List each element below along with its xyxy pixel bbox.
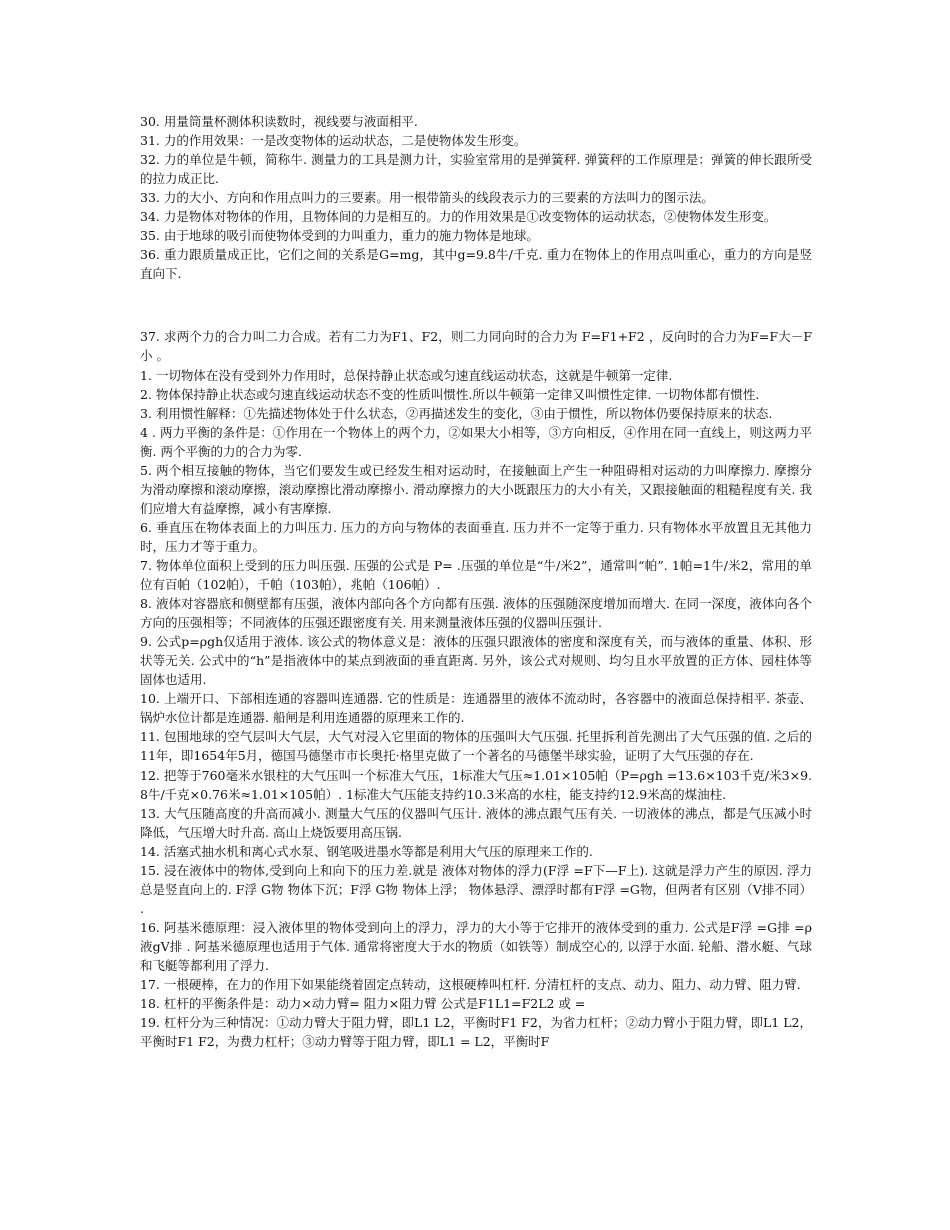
paragraph: 14. 活塞式抽水机和离心式水泵、钢笔吸进墨水等都是利用大气压的原理来工作的.: [140, 843, 593, 859]
paragraph: 13. 大气压随高度的升高而减小. 测量大气压的仪器叫气压计. 液体的沸点跟气压有关. 一切液体的沸点，都是气压减小时降低，气压增大时升高. 高山上烧饭要用高压锅.: [140, 805, 812, 840]
paragraph: 5. 两个相互接触的物体，当它们要发生或已经发生相对运动时，在接触面上产生一种阻碍相对运动的力叫摩擦力. 摩擦分为滑动摩擦和滚动摩擦，滚动摩擦比滑动摩擦小. 滑动摩擦力的大小既跟压力的大小有关，又跟接触面的粗糙程度有关. 我们应增大有益摩擦，减小有害摩擦.: [140, 462, 812, 516]
paragraph: 9. 公式p=ρgh仅适用于液体. 该公式的物体意义是：液体的压强只跟液体的密度和深度有关，而与液体的重量、体积、形状等无关. 公式中的“h”是指液体中的某点到液面的垂直距离. 另外，该公式对规则、均匀且水平放置的正方体、园柱体等固体也适用.: [140, 634, 812, 688]
document-body: [140, 112, 812, 1051]
paragraph: 18. 杠杆的平衡条件是：动力×动力臂= 阻力×阻力臂 公式是F1L1=F2L2 或 =: [140, 996, 586, 1012]
paragraph: 12. 把等于760毫米水银柱的大气压叫一个标准大气压，1标准大气压≈1.01×105帕（P=ρgh =13.6×103千克/米3×9.8牛/千克×0.76米≈1.01×105帕）. 1标准大气压能支持约10.3米高的水柱，能支持约12.9米高的煤油柱.: [140, 767, 812, 802]
paragraph: 4 . 两力平衡的条件是：①作用在一个物体上的两个力，②如果大小相等，③方向相反，④作用在同一直线上，则这两力平衡. 两个平衡的力的合力为零.: [140, 424, 812, 459]
paragraph: 2. 物体保持静止状态或匀速直线运动状态不变的性质叫惯性.所以牛顿第一定律又叫惯性定律. 一切物体都有惯性.: [140, 386, 760, 402]
paragraph: 7. 物体单位面积上受到的压力叫压强. 压强的公式是 P= .压强的单位是“牛/米2”，通常叫“帕”. 1帕=1牛/米2，常用的单位有百帕（102帕），千帕（103帕），兆帕（106帕）.: [140, 557, 812, 593]
paragraph: 11. 包围地球的空气层叫大气层，大气对浸入它里面的物体的压强叫大气压强. 托里拆利首先测出了大气压强的值. 之后的11年，即1654年5月，德国马德堡市市长奥托·格里克做了一个著名的马德堡半球实验，证明了大气压强的存在.: [140, 729, 812, 764]
paragraph: 35. 由于地球的吸引而使物体受到的力叫重力，重力的施力物体是地球。: [140, 228, 539, 244]
paragraph: 15. 浸在液体中的物体,受到向上和向下的压力差.就是 液体对物体的浮力(F浮 =F下—F上). 这就是浮力产生的原因. 浮力总是竖直向上的. F浮 G物 物体下沉；F浮 G物 物体上浮； 物体悬浮、漂浮时都有F浮 =G物，但两者有区别（V排不同） .: [140, 862, 812, 916]
paragraph: 37. 求两个力的合力叫二力合成。若有二力为F1、F2，则二力同向时的合力为 F=F1+F2 ，反向时的合力为F=F大－F小 。: [140, 329, 812, 364]
paragraph: 34. 力是物体对物体的作用，且物体间的力是相互的。力的作用效果是①改变物体的运动状态，②使物体发生形变。: [140, 209, 777, 225]
paragraph: 32. 力的单位是牛顿，简称牛. 测量力的工具是测力计，实验室常用的是弹簧秤. 弹簧秤的工作原理是：弹簧的伸长跟所受的拉力成正比.: [140, 152, 812, 187]
paragraph: 19. 杠杆分为三种情况：①动力臂大于阻力臂，即L1 L2，平衡时F1 F2，为省力杠杆；②动力臂小于阻力臂，即L1 L2，平衡时F1 F2，为费力杠杆；③动力臂等于阻力臂，即L1 = L2，平衡时F: [140, 1015, 812, 1050]
paragraph: 8. 液体对容器底和侧壁都有压强，液体内部向各个方向都有压强. 液体的压强随深度增加而增大. 在同一深度，液体向各个方向的压强相等；不同液体的压强还跟密度有关. 用来测量液体压强的仪器叫压强计.: [140, 596, 812, 631]
paragraph: 33. 力的大小、方向和作用点叫力的三要素。用一根带箭头的线段表示力的三要素的方法叫力的图示法。: [140, 190, 714, 206]
paragraph: 10. 上端开口、下部相连通的容器叫连通器. 它的性质是：连通器里的液体不流动时，各容器中的液面总保持相平. 茶壶、锅炉水位计都是连通器. 船闸是利用连通器的原理来工作的.: [140, 691, 812, 726]
paragraph: 30. 用量筒量杯测体积读数时，视线要与液面相平.: [140, 114, 418, 129]
paragraph-gap: [140, 296, 812, 315]
paragraph: 31. 力的作用效果：一是改变物体的运动状态，二是使物体发生形变。: [140, 133, 527, 149]
paragraph: 1. 一切物体在没有受到外力作用时，总保持静止状态或匀速直线运动状态，这就是牛顿第一定律.: [140, 367, 673, 383]
paragraph: 3. 利用惯性解释：①先描述物体处于什么状态，②再描述发生的变化，③由于惯性，所以物体仍要保持原来的状态.: [140, 405, 773, 421]
paragraph: 17. 一根硬棒，在力的作用下如果能绕着固定点转动，这根硬棒叫杠杆. 分清杠杆的支点、动力、阻力、动力臂、阻力臂.: [140, 977, 801, 993]
paragraph: 36. 重力跟质量成正比，它们之间的关系是G=mg，其中g=9.8牛/千克. 重力在物体上的作用点叫重心，重力的方向是竖直向下.: [140, 247, 812, 282]
paragraph: 6. 垂直压在物体表面上的力叫压力. 压力的方向与物体的表面垂直. 压力并不一定等于重力. 只有物体水平放置且无其他力时，压力才等于重力。: [140, 519, 812, 554]
paragraph: 16. 阿基米德原理：浸入液体里的物体受到向上的浮力，浮力的大小等于它排开的液体受到的重力. 公式是F浮 =G排 =ρ液gV排 . 阿基米德原理也适用于气体. 通常将密度大于水的物质（如铁等）制成空心的, 以浮于水面. 轮船、潜水艇、气球和飞艇等都利用了浮力.: [140, 919, 812, 973]
